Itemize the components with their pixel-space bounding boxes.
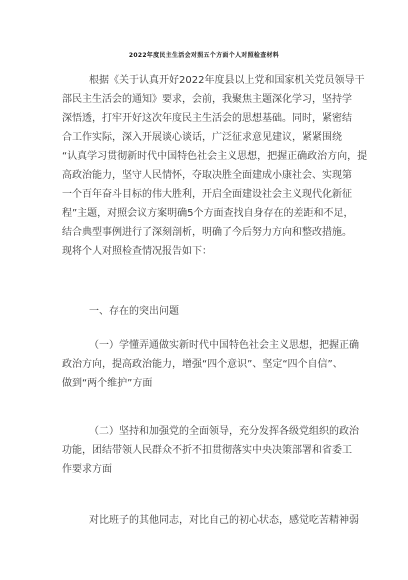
intro-line: 程”主题，对照会议方案明确5个方面查找自身存在的差距和不足， [62,208,354,219]
intro-line: 深悟透，打牢开好这次年度民主生活会的思想基础。同时，紧密结 [62,113,352,124]
intro-line: 合工作实际，深入开展谈心谈话，广泛征求意见建议，紧紧围绕 [62,132,342,143]
intro-line: 现将个人对照检查情况报告如下： [62,246,212,257]
intro-line: 一个百年奋斗目标的伟大胜利，开启全面建设社会主义现代化新征 [62,189,352,200]
intro-line: 高政治能力，坚守人民情怀，夺取决胜全面建成小康社会、实现第 [62,170,352,181]
item-one-line: 政治方向，提高政治能力，增强“四个意识”、坚定“四个自信”、 [62,359,343,370]
item-one-line: 做到“两个维护”方面 [62,378,153,389]
item-two-line: （二）坚持和加强党的全面领导，充分发挥各级党组织的政治 [89,426,359,437]
item-two-line: 功能，团结带领人民群众不折不扣贯彻落实中央决策部署和省委工 [62,445,352,456]
document-title: 2022年度民主生活会对照五个方面个人对照检查材料 [128,52,280,59]
item-two-line: 作要求方面 [62,464,112,475]
item-one-line: （一）学懂弄通做实新时代中国特色社会主义思想，把握正确 [89,340,359,351]
section-heading: 一、存在的突出问题 [89,306,179,317]
intro-line: 结合典型事例进行了深刻剖析，明确了今后努力方向和整改措施。 [62,227,352,238]
intro-line: 根据《关于认真开好2022年度县以上党和国家机关党员领导干 [89,75,365,86]
intro-line: 部民主生活会的通知》要求，会前，我聚焦主题深化学习，坚持学 [62,94,352,105]
closing-line: 对比班子的其他同志，对比自己的初心状态，感觉吃苦精神弱 [89,515,359,526]
intro-line: “认真学习贯彻新时代中国特色社会主义思想，把握正确政治方向，提 [62,151,368,162]
